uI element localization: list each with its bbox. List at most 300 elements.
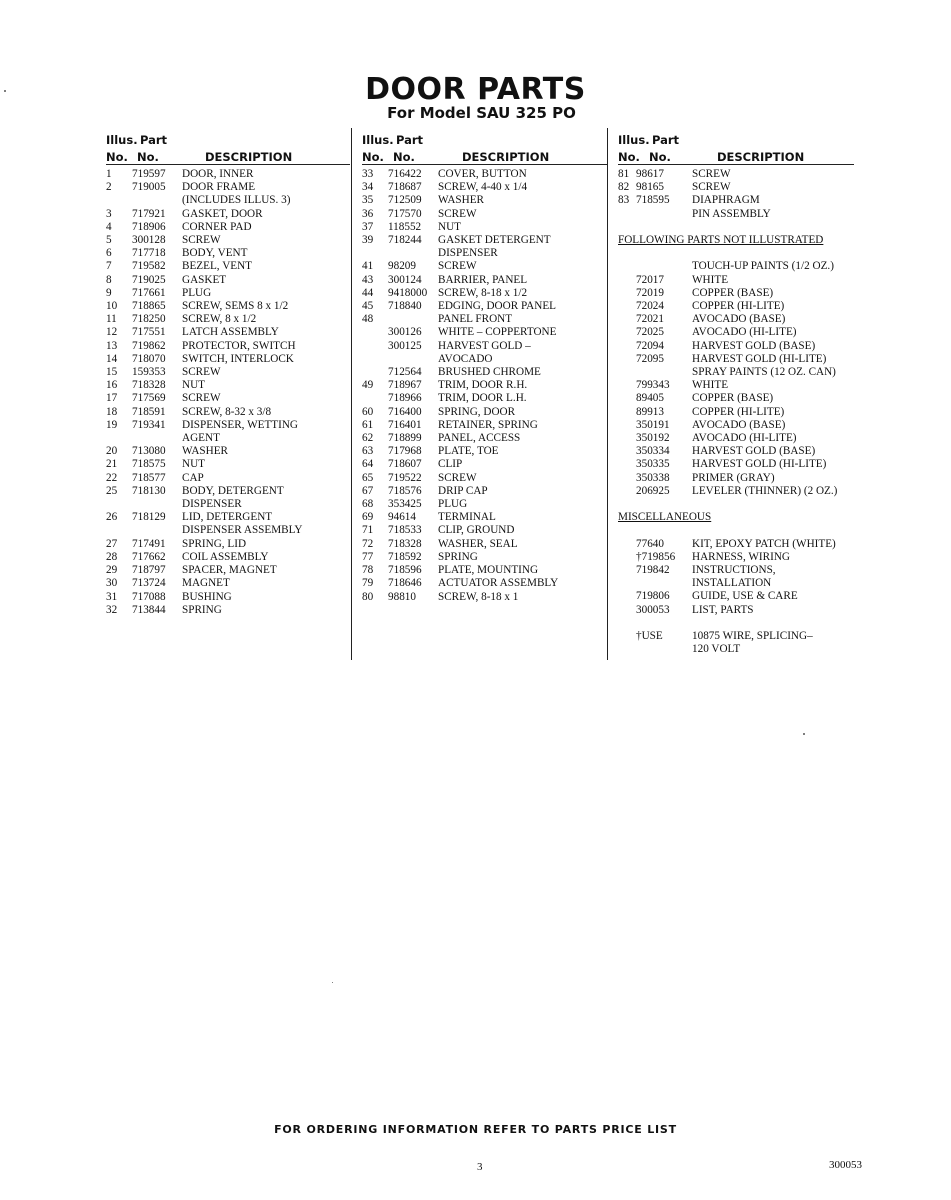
part-row <box>618 472 854 485</box>
part-number: 350191 <box>636 418 670 431</box>
illus-number <box>362 340 388 353</box>
part-number <box>636 208 692 221</box>
part-number: 718328 <box>388 537 422 550</box>
header-description: DESCRIPTION <box>462 150 550 164</box>
part-row <box>362 194 607 207</box>
part-number: 718646 <box>388 577 422 590</box>
part-row <box>106 419 350 432</box>
part-description: SCREW <box>438 471 477 484</box>
part-number: 718250 <box>132 313 166 326</box>
part-number: 350334 <box>636 445 670 458</box>
illus-number <box>618 604 636 617</box>
part-number: 300128 <box>132 234 166 247</box>
part-description: WHITE <box>692 273 729 286</box>
part-description: LID, DETERGENT <box>182 511 273 524</box>
part-description: AVOCADO <box>438 352 493 365</box>
part-description: AVOCADO (BASE) <box>692 313 786 326</box>
part-row <box>618 538 854 551</box>
part-row <box>106 260 350 273</box>
part-description: WASHER, SEAL <box>438 537 518 550</box>
part-number: 718595 <box>636 194 670 207</box>
part-description: SPRING <box>438 550 478 563</box>
header-illus-no: No. <box>106 150 128 164</box>
parts-column-1 <box>106 130 350 617</box>
part-row <box>618 577 854 590</box>
part-description: WHITE <box>692 379 729 392</box>
part-number: 717570 <box>388 207 422 220</box>
part-row <box>106 313 350 326</box>
part-row <box>362 340 607 353</box>
illus-number: 65 <box>362 471 374 484</box>
part-row <box>362 591 607 604</box>
part-description: TOUCH-UP PAINTS (1/2 OZ.) <box>692 260 834 273</box>
illus-number: 20 <box>106 445 118 458</box>
illus-number: 1 <box>106 168 112 180</box>
part-row <box>106 366 350 379</box>
part-description: DOOR, INNER <box>182 168 254 180</box>
part-row <box>618 458 854 471</box>
part-row <box>618 260 854 273</box>
illus-number <box>618 419 636 432</box>
part-number: 799343 <box>636 379 670 392</box>
header-part: Part <box>396 133 424 147</box>
part-description: CORNER PAD <box>182 220 252 233</box>
part-number: 718596 <box>388 564 422 577</box>
part-description: LEVELER (THINNER) (2 OZ.) <box>692 484 838 497</box>
part-row <box>618 353 854 366</box>
part-description: HARVEST GOLD – <box>438 339 531 352</box>
part-row <box>618 419 854 432</box>
part-description: ACTUATOR ASSEMBLY <box>438 577 559 590</box>
part-description: AVOCADO (BASE) <box>692 418 786 431</box>
illus-number: 7 <box>106 260 112 273</box>
scan-speck <box>803 733 805 735</box>
part-row <box>618 590 854 603</box>
part-number: 89913 <box>636 405 664 418</box>
part-row <box>362 181 607 194</box>
illus-number <box>362 247 388 260</box>
part-description: RETAINER, SPRING <box>438 418 538 431</box>
part-row <box>362 432 607 445</box>
part-description: SCREW, SEMS 8 x 1/2 <box>182 300 289 313</box>
part-row <box>106 221 350 234</box>
part-description: SCREW <box>692 168 731 180</box>
part-row <box>106 564 350 577</box>
illus-number: 83 <box>618 194 630 207</box>
column-divider <box>607 128 608 660</box>
part-description: SCREW <box>182 234 221 247</box>
part-description: SCREW, 8 x 1/2 <box>182 313 257 326</box>
part-row <box>618 630 854 643</box>
illus-number: 11 <box>106 313 117 326</box>
illus-number <box>618 458 636 471</box>
part-row <box>106 538 350 551</box>
part-row <box>362 221 607 234</box>
part-number: 206925 <box>636 484 670 497</box>
part-number: 718865 <box>132 300 166 313</box>
part-description: LIST, PARTS <box>692 603 754 616</box>
part-number: 159353 <box>132 366 166 379</box>
part-row <box>106 287 350 300</box>
part-row <box>618 287 854 300</box>
part-number: 713080 <box>132 445 166 458</box>
part-number: 718129 <box>132 511 166 524</box>
illus-number: 30 <box>106 577 118 590</box>
part-row <box>618 274 854 287</box>
illus-number: 61 <box>362 418 374 431</box>
part-row <box>362 313 607 326</box>
part-description: HARVEST GOLD (BASE) <box>692 445 816 458</box>
part-description: 120 VOLT <box>692 643 741 656</box>
illus-number: 48 <box>362 313 374 326</box>
part-number <box>388 247 438 260</box>
illus-number <box>618 326 636 339</box>
header-rule <box>106 164 350 165</box>
illus-number: 81 <box>618 168 630 180</box>
illus-number <box>618 406 636 419</box>
part-number: 717088 <box>132 590 166 603</box>
part-number: 350192 <box>636 432 670 445</box>
illus-number <box>618 564 636 577</box>
page-subtitle: For Model SAU 325 PO <box>387 104 576 122</box>
not-illustrated-rows <box>618 260 854 498</box>
part-number: 72025 <box>636 326 664 339</box>
part-row <box>618 643 854 656</box>
part-row <box>106 326 350 339</box>
not-illustrated-heading: FOLLOWING PARTS NOT ILLUSTRATED <box>618 234 824 246</box>
part-description: BODY, VENT <box>182 247 248 260</box>
part-number: 718906 <box>132 220 166 233</box>
part-description: HARVEST GOLD (HI-LITE) <box>692 352 827 365</box>
part-number: 77640 <box>636 537 664 550</box>
illus-number: 34 <box>362 181 374 194</box>
illus-number <box>618 577 636 590</box>
header-illus-no: No. <box>362 150 384 164</box>
header-part: Part <box>140 133 168 147</box>
header-illus: Illus. <box>618 133 650 147</box>
part-number: 712509 <box>388 194 422 207</box>
column-header <box>106 130 350 164</box>
part-description: TRIM, DOOR L.H. <box>438 392 527 405</box>
part-number <box>388 313 438 326</box>
scan-speck <box>4 90 6 92</box>
part-description: BODY, DETERGENT <box>182 484 284 497</box>
part-row <box>618 181 854 194</box>
part-number: 717569 <box>132 392 166 405</box>
part-row <box>618 340 854 353</box>
illus-number: 67 <box>362 484 374 497</box>
illus-number: 10 <box>106 300 118 313</box>
illus-number <box>618 340 636 353</box>
part-number: 719005 <box>132 181 166 194</box>
part-description: SCREW <box>438 260 477 273</box>
illus-number: 49 <box>362 379 374 392</box>
part-number: 300124 <box>388 273 422 286</box>
illus-number: 80 <box>362 590 374 603</box>
column-header <box>618 130 854 164</box>
illus-number: 8 <box>106 273 112 286</box>
part-description: COPPER (HI-LITE) <box>692 405 785 418</box>
illus-number: 13 <box>106 339 118 352</box>
part-description: DISPENSER <box>182 498 242 511</box>
part-description: SCREW, 8-18 x 1 <box>438 590 519 603</box>
part-description: SCREW, 8-32 x 3/8 <box>182 405 272 418</box>
part-row <box>106 432 350 445</box>
illus-number: 60 <box>362 405 374 418</box>
header-part-no: No. <box>393 150 415 164</box>
part-row <box>618 326 854 339</box>
illus-number <box>618 630 636 643</box>
header-part-no: No. <box>649 150 671 164</box>
miscellaneous-rows <box>618 538 854 617</box>
illus-number: 68 <box>362 498 374 511</box>
part-number: 719025 <box>132 273 166 286</box>
part-description: NUT <box>182 379 205 392</box>
part-description: TRIM, DOOR R.H. <box>438 379 528 392</box>
parts-rows <box>106 168 350 617</box>
part-number: 718130 <box>132 484 166 497</box>
illus-number: 71 <box>362 524 374 537</box>
part-row <box>362 392 607 405</box>
part-row <box>362 406 607 419</box>
part-description: PRIMER (GRAY) <box>692 471 775 484</box>
part-row <box>618 379 854 392</box>
part-description: GASKET DETERGENT <box>438 234 551 247</box>
part-description: BARRIER, PANEL <box>438 273 528 286</box>
part-number <box>132 194 182 207</box>
part-description: SPACER, MAGNET <box>182 564 277 577</box>
part-description: PANEL, ACCESS <box>438 432 521 445</box>
part-row <box>362 577 607 590</box>
part-description: WASHER <box>182 445 228 458</box>
part-number: 717491 <box>132 537 166 550</box>
miscellaneous-heading: MISCELLANEOUS <box>618 511 712 524</box>
part-number <box>636 643 692 656</box>
part-number <box>636 577 692 590</box>
part-row <box>362 498 607 511</box>
parts-rows <box>362 168 607 604</box>
part-description: CAP <box>182 471 204 484</box>
part-number: 718328 <box>132 379 166 392</box>
part-description: (INCLUDES ILLUS. 3) <box>182 194 291 207</box>
part-row <box>618 313 854 326</box>
part-number: 717662 <box>132 550 166 563</box>
part-number: 718966 <box>388 392 422 405</box>
part-description: SCREW, 8-18 x 1/2 <box>438 286 528 299</box>
part-description: TERMINAL <box>438 511 496 524</box>
part-row <box>618 485 854 498</box>
part-description: DISPENSER, WETTING <box>182 418 299 431</box>
illus-number: 41 <box>362 260 374 273</box>
illus-number <box>618 313 636 326</box>
part-row <box>618 208 854 221</box>
part-number: 717921 <box>132 207 166 220</box>
part-row <box>362 366 607 379</box>
part-number: 719842 <box>636 564 670 577</box>
part-number: 718687 <box>388 181 422 194</box>
part-number: 72024 <box>636 300 664 312</box>
illus-number <box>106 194 132 207</box>
part-description: DISPENSER ASSEMBLY <box>182 524 303 537</box>
header-description: DESCRIPTION <box>205 150 293 164</box>
part-description: MAGNET <box>182 577 230 590</box>
part-number: 719862 <box>132 339 166 352</box>
document-number: 300053 <box>829 1159 862 1171</box>
part-number: 98209 <box>388 260 416 273</box>
part-description: AVOCADO (HI-LITE) <box>692 326 797 339</box>
part-row <box>106 247 350 260</box>
part-row <box>362 564 607 577</box>
part-row <box>618 604 854 617</box>
part-row <box>106 300 350 313</box>
part-row <box>618 194 854 207</box>
part-row <box>362 353 607 366</box>
part-description: NUT <box>182 458 205 471</box>
part-description: GASKET <box>182 273 227 286</box>
part-description: KIT, EPOXY PATCH (WHITE) <box>692 537 836 550</box>
illus-number <box>106 524 132 537</box>
part-number: 98810 <box>388 590 416 603</box>
part-description: DISPENSER <box>438 247 498 260</box>
part-row <box>362 274 607 287</box>
illus-number: 12 <box>106 326 118 339</box>
part-description: PLUG <box>182 286 212 299</box>
illus-number: 45 <box>362 300 374 313</box>
part-description: 10875 WIRE, SPLICING– <box>692 630 813 643</box>
illus-number <box>618 366 636 379</box>
illus-number: 72 <box>362 537 374 550</box>
illus-number: 4 <box>106 220 112 233</box>
part-number: 72019 <box>636 286 664 299</box>
illus-number <box>618 287 636 300</box>
part-number: 713844 <box>132 603 166 616</box>
part-row <box>106 472 350 485</box>
illus-number <box>106 432 132 445</box>
part-description: COPPER (HI-LITE) <box>692 300 785 312</box>
part-description: EDGING, DOOR PANEL <box>438 300 556 313</box>
header-part-no: No. <box>137 150 159 164</box>
illus-number: 14 <box>106 352 118 365</box>
part-description: PIN ASSEMBLY <box>692 207 771 220</box>
part-number: 718576 <box>388 484 422 497</box>
part-row <box>106 498 350 511</box>
part-description: PLUG <box>438 498 468 511</box>
column-header <box>362 130 607 164</box>
illus-number <box>618 274 636 287</box>
part-description: WASHER <box>438 194 484 207</box>
part-description: SCREW <box>438 207 477 220</box>
part-description: CLIP <box>438 458 463 471</box>
part-number: 718070 <box>132 352 166 365</box>
part-number: 89405 <box>636 392 664 405</box>
illus-number <box>618 208 636 221</box>
part-row <box>362 234 607 247</box>
illus-number: 64 <box>362 458 374 471</box>
illus-number <box>362 392 388 405</box>
part-row <box>362 419 607 432</box>
parts-column-3 <box>618 130 854 656</box>
part-description: BRUSHED CHROME <box>438 366 541 379</box>
part-row <box>618 168 854 181</box>
illus-number: 2 <box>106 181 112 194</box>
part-number: 353425 <box>388 498 422 511</box>
part-number: 718899 <box>388 432 422 445</box>
illus-number <box>362 353 388 366</box>
part-description: BEZEL, VENT <box>182 260 253 273</box>
part-row <box>106 524 350 537</box>
part-row <box>106 181 350 194</box>
part-description: WHITE – COPPERTONE <box>438 326 557 339</box>
part-row <box>106 168 350 181</box>
part-description: SPRAY PAINTS (12 OZ. CAN) <box>692 366 836 379</box>
illus-number: 28 <box>106 550 118 563</box>
part-description: AGENT <box>182 432 220 445</box>
illus-number <box>618 432 636 445</box>
illus-number <box>362 366 388 379</box>
column-divider <box>351 128 352 660</box>
part-description: CLIP, GROUND <box>438 524 515 537</box>
part-number <box>636 366 692 379</box>
part-number: 300125 <box>388 339 422 352</box>
page-number: 3 <box>477 1161 483 1173</box>
part-description: PANEL FRONT <box>438 313 513 326</box>
part-row <box>362 485 607 498</box>
part-description: PLATE, TOE <box>438 445 499 458</box>
part-number: 717551 <box>132 326 166 339</box>
part-number: 718244 <box>388 234 422 247</box>
part-row <box>362 260 607 273</box>
illus-number <box>618 472 636 485</box>
illus-number <box>618 445 636 458</box>
part-description: PLATE, MOUNTING <box>438 564 539 577</box>
part-number: 719806 <box>636 590 670 603</box>
illus-number: 63 <box>362 445 374 458</box>
part-number <box>132 432 182 445</box>
part-description: NUT <box>438 220 461 233</box>
header-rule <box>362 164 607 165</box>
part-row <box>618 564 854 577</box>
illus-number: 79 <box>362 577 374 590</box>
part-row <box>618 432 854 445</box>
part-number: 719582 <box>132 260 166 273</box>
part-description: SCREW <box>692 181 731 194</box>
part-row <box>362 472 607 485</box>
illus-number: 17 <box>106 392 118 405</box>
illus-number: 9 <box>106 286 112 299</box>
illus-number: 3 <box>106 207 112 220</box>
illus-number: 18 <box>106 405 118 418</box>
part-row <box>106 194 350 207</box>
illus-number: 77 <box>362 550 374 563</box>
header-illus: Illus. <box>362 133 394 147</box>
part-description: SPRING, DOOR <box>438 405 516 418</box>
part-number <box>636 260 692 273</box>
illus-number <box>618 379 636 392</box>
part-number: 9418000 <box>388 286 428 299</box>
illus-number <box>618 353 636 366</box>
part-row <box>106 392 350 405</box>
part-number: 717661 <box>132 286 166 299</box>
part-description: LATCH ASSEMBLY <box>182 326 279 339</box>
illus-number: 31 <box>106 590 118 603</box>
illus-number: 82 <box>618 181 630 194</box>
part-description: INSTALLATION <box>692 577 772 590</box>
part-number: 718591 <box>132 405 166 418</box>
illus-number <box>618 538 636 551</box>
part-description: GASKET, DOOR <box>182 207 263 220</box>
part-description: COPPER (BASE) <box>692 286 774 299</box>
illus-number <box>618 485 636 498</box>
